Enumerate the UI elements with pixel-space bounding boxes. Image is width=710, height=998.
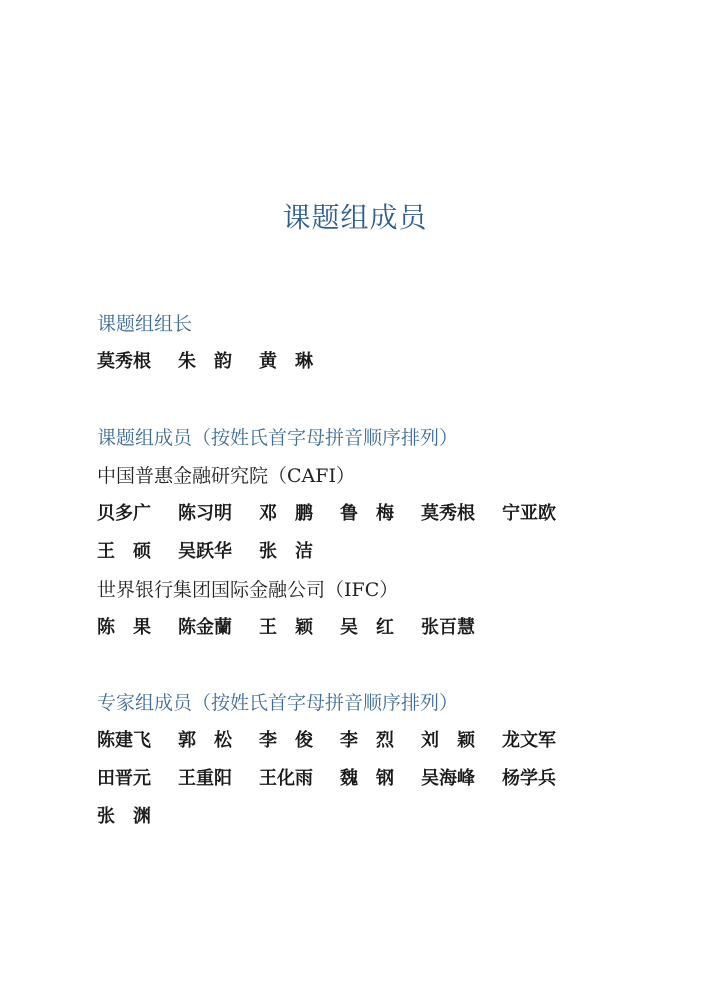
person-name: 陈建飞 xyxy=(97,730,151,751)
name-row xyxy=(97,764,617,788)
person-name: 陈 果 xyxy=(97,617,151,638)
person-name: 王 硕 xyxy=(97,541,151,562)
person-name: 郭 松 xyxy=(178,730,232,751)
person-name: 黄 琳 xyxy=(259,351,313,372)
person-name: 吴跃华 xyxy=(178,541,232,562)
person-name: 贝多广 xyxy=(97,503,151,524)
person-name: 吴海峰 xyxy=(421,768,475,789)
person-name: 宁亚欧 xyxy=(502,503,556,524)
person-name: 魏 钢 xyxy=(340,768,394,789)
person-name: 莫秀根 xyxy=(421,503,475,524)
person-name: 莫秀根 xyxy=(97,351,151,372)
leaders-heading: 课题组组长 xyxy=(97,313,193,335)
person-name: 朱 韵 xyxy=(178,351,232,372)
person-name: 张 洁 xyxy=(259,541,313,562)
members-heading: 课题组成员（按姓氏首字母拼音顺序排列） xyxy=(97,427,459,449)
person-name: 王化雨 xyxy=(259,768,313,789)
name-row xyxy=(97,499,617,523)
person-name: 杨学兵 xyxy=(502,768,556,789)
person-name: 李 俊 xyxy=(259,730,313,751)
person-name: 邓 鹏 xyxy=(259,503,313,524)
person-name: 田晋元 xyxy=(97,768,151,789)
name-row xyxy=(97,537,617,561)
name-row xyxy=(97,802,617,826)
person-name: 王重阳 xyxy=(178,768,232,789)
person-name: 陈金蘭 xyxy=(178,617,232,638)
person-name: 王 颖 xyxy=(259,617,313,638)
person-name: 张 渊 xyxy=(97,806,151,827)
person-name: 吴 红 xyxy=(340,617,394,638)
person-name: 刘 颖 xyxy=(421,730,475,751)
person-name: 鲁 梅 xyxy=(340,503,394,524)
org-cafi-heading: 中国普惠金融研究院（CAFI） xyxy=(97,465,355,487)
name-row xyxy=(97,613,617,637)
experts-heading: 专家组成员（按姓氏首字母拼音顺序排列） xyxy=(97,692,459,714)
person-name: 龙文军 xyxy=(502,730,556,751)
person-name: 张百慧 xyxy=(421,617,475,638)
name-row xyxy=(97,347,617,371)
person-name: 李 烈 xyxy=(340,730,394,751)
person-name: 陈习明 xyxy=(178,503,232,524)
org-ifc-heading: 世界银行集团国际金融公司（IFC） xyxy=(97,579,399,601)
page-title: 课题组成员 xyxy=(282,201,428,234)
name-row xyxy=(97,726,617,750)
